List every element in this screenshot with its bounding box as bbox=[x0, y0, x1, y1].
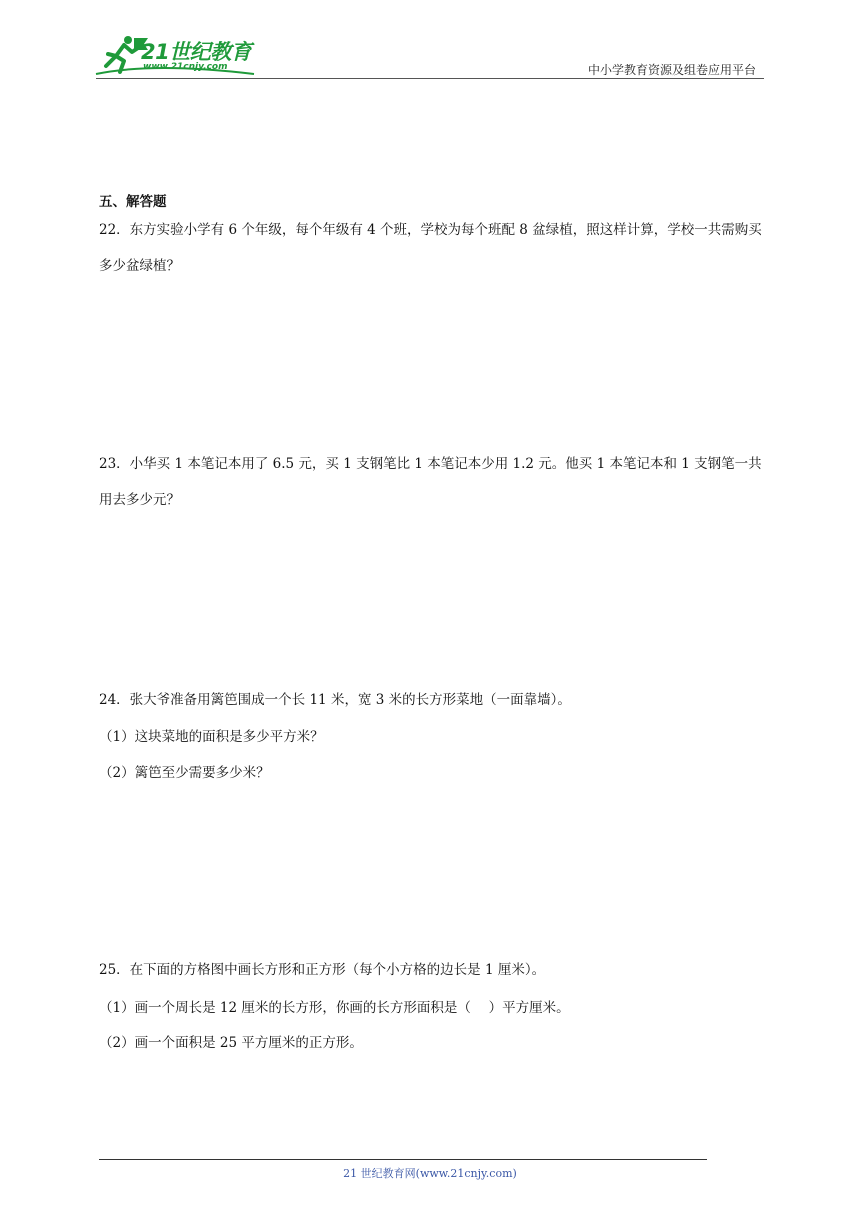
question-24-part-1: （1）这块菜地的面积是多少平方米？ bbox=[99, 729, 324, 745]
header-divider bbox=[96, 78, 764, 79]
page-header bbox=[0, 0, 860, 90]
question-24-part-2: （2）篱笆至少需要多少米？ bbox=[99, 765, 270, 781]
logo-url: www.21cnjy.com bbox=[143, 62, 228, 72]
question-25: 25．在下面的方格图中画长方形和正方形（每个小方格的边长是 1 厘米）。 bbox=[99, 962, 546, 978]
question-23: 23．小华买 1 本笔记本用了 6.5 元，买 1 支钢笔比 1 本笔记本少用 1.2 元。他买 1 本笔记本和 1 支钢笔一共用去多少元？ bbox=[99, 456, 762, 508]
section-title: 五、解答题 bbox=[99, 194, 167, 210]
footer-divider bbox=[99, 1159, 707, 1160]
question-25-part-1: （1）画一个周长是 12 厘米的长方形，你画的长方形面积是（ ）平方厘米。 bbox=[99, 1000, 570, 1016]
footer-link[interactable]: 21 世纪教育网(www.21cnjy.com) bbox=[343, 1167, 517, 1180]
question-24: 24．张大爷准备用篱笆围成一个长 11 米，宽 3 米的长方形菜地（一面靠墙）。 bbox=[99, 692, 571, 708]
logo-wordmark: 21世纪教育 bbox=[141, 40, 252, 64]
question-22: 22．东方实验小学有 6 个年级，每个年级有 4 个班，学校为每个班配 8 盆绿植，照这样计算，学校一共需购买多少盆绿植？ bbox=[99, 222, 762, 274]
question-25-part-2: （2）画一个面积是 25 平方厘米的正方形。 bbox=[99, 1035, 363, 1051]
platform-name: 中小学教育资源及组卷应用平台 bbox=[587, 63, 756, 77]
